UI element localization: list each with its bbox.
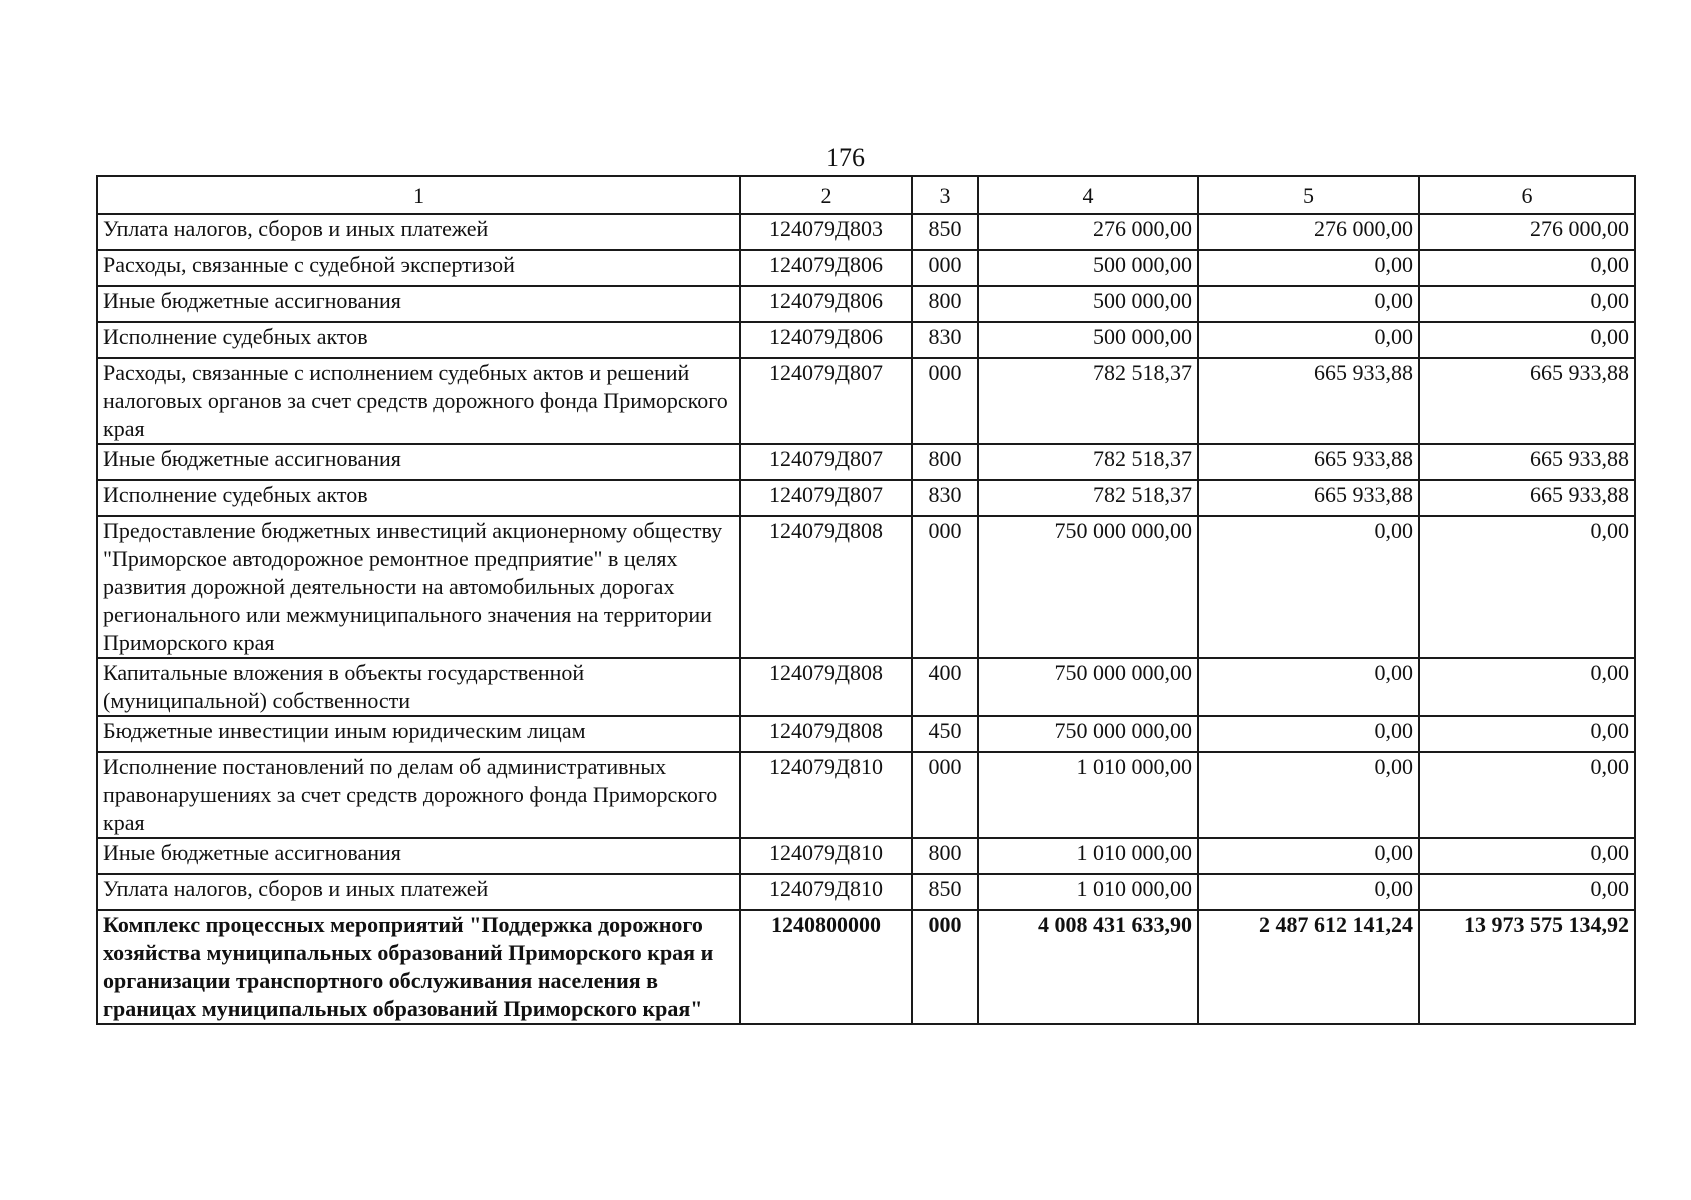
row-code-cell: 124079Д807 xyxy=(740,358,912,444)
row-amount-col6: 0,00 xyxy=(1419,874,1635,910)
table-row xyxy=(97,214,1635,250)
row-amount-col5: 0,00 xyxy=(1198,658,1419,716)
row-amount-col4: 500 000,00 xyxy=(978,286,1198,322)
row-amount-col5: 665 933,88 xyxy=(1198,444,1419,480)
table-row xyxy=(97,250,1635,286)
row-amount-col4: 4 008 431 633,90 xyxy=(978,910,1198,1024)
table-row xyxy=(97,286,1635,322)
row-amount-col6: 0,00 xyxy=(1419,752,1635,838)
row-kind-cell: 850 xyxy=(912,214,978,250)
row-kind-cell: 800 xyxy=(912,444,978,480)
row-amount-col4: 782 518,37 xyxy=(978,480,1198,516)
budget-table xyxy=(96,175,1636,1025)
row-amount-col5: 0,00 xyxy=(1198,516,1419,658)
header-row xyxy=(97,176,1635,214)
page-number: 176 xyxy=(826,143,865,172)
row-amount-col6: 0,00 xyxy=(1419,658,1635,716)
row-kind-cell: 000 xyxy=(912,250,978,286)
row-amount-col4: 500 000,00 xyxy=(978,322,1198,358)
row-kind-cell: 450 xyxy=(912,716,978,752)
row-code-cell: 124079Д803 xyxy=(740,214,912,250)
row-code-cell: 124079Д808 xyxy=(740,658,912,716)
row-amount-col6: 13 973 575 134,92 xyxy=(1419,910,1635,1024)
table-row xyxy=(97,658,1635,716)
row-code-cell: 124079Д807 xyxy=(740,444,912,480)
column-header-3: 3 xyxy=(912,176,978,214)
row-name-cell: Уплата налогов, сборов и иных платежей xyxy=(97,214,740,250)
table-body xyxy=(97,214,1635,1024)
table-header xyxy=(97,176,1635,214)
row-kind-cell: 000 xyxy=(912,358,978,444)
table-row xyxy=(97,358,1635,444)
row-amount-col6: 665 933,88 xyxy=(1419,480,1635,516)
row-amount-col5: 0,00 xyxy=(1198,874,1419,910)
row-code-cell: 124079Д808 xyxy=(740,516,912,658)
row-amount-col4: 750 000 000,00 xyxy=(978,658,1198,716)
row-name-cell: Комплекс процессных мероприятий "Поддержка дорожного хозяйства муниципальных образований Приморского края и организации транспортного обслуживания населения в границах муниципальных образований Приморского края" xyxy=(97,910,740,1024)
row-kind-cell: 830 xyxy=(912,480,978,516)
row-amount-col4: 750 000 000,00 xyxy=(978,716,1198,752)
row-code-cell: 124079Д807 xyxy=(740,480,912,516)
table-row xyxy=(97,716,1635,752)
row-name-cell: Расходы, связанные с исполнением судебных актов и решений налоговых органов за счет средств дорожного фонда Приморского края xyxy=(97,358,740,444)
table-row xyxy=(97,322,1635,358)
row-amount-col5: 665 933,88 xyxy=(1198,480,1419,516)
row-kind-cell: 000 xyxy=(912,516,978,658)
row-amount-col5: 0,00 xyxy=(1198,752,1419,838)
row-code-cell: 124079Д810 xyxy=(740,874,912,910)
row-amount-col4: 276 000,00 xyxy=(978,214,1198,250)
row-name-cell: Исполнение судебных актов xyxy=(97,480,740,516)
row-amount-col4: 782 518,37 xyxy=(978,358,1198,444)
row-code-cell: 124079Д810 xyxy=(740,752,912,838)
row-name-cell: Исполнение постановлений по делам об административных правонарушениях за счет средств дорожного фонда Приморского края xyxy=(97,752,740,838)
table-row xyxy=(97,752,1635,838)
row-amount-col5: 0,00 xyxy=(1198,716,1419,752)
row-name-cell: Уплата налогов, сборов и иных платежей xyxy=(97,874,740,910)
row-amount-col4: 750 000 000,00 xyxy=(978,516,1198,658)
table-row xyxy=(97,480,1635,516)
row-name-cell: Расходы, связанные с судебной экспертизой xyxy=(97,250,740,286)
row-amount-col6: 0,00 xyxy=(1419,286,1635,322)
row-amount-col5: 276 000,00 xyxy=(1198,214,1419,250)
row-code-cell: 124079Д806 xyxy=(740,250,912,286)
row-amount-col5: 0,00 xyxy=(1198,286,1419,322)
row-amount-col5: 0,00 xyxy=(1198,250,1419,286)
row-name-cell: Иные бюджетные ассигнования xyxy=(97,838,740,874)
row-kind-cell: 800 xyxy=(912,838,978,874)
column-header-5: 5 xyxy=(1198,176,1419,214)
row-kind-cell: 000 xyxy=(912,752,978,838)
column-header-2: 2 xyxy=(740,176,912,214)
row-amount-col4: 1 010 000,00 xyxy=(978,838,1198,874)
row-code-cell: 124079Д808 xyxy=(740,716,912,752)
table-row xyxy=(97,874,1635,910)
row-amount-col6: 0,00 xyxy=(1419,716,1635,752)
row-kind-cell: 000 xyxy=(912,910,978,1024)
column-header-1: 1 xyxy=(97,176,740,214)
row-name-cell: Иные бюджетные ассигнования xyxy=(97,286,740,322)
column-header-4: 4 xyxy=(978,176,1198,214)
row-amount-col5: 2 487 612 141,24 xyxy=(1198,910,1419,1024)
row-amount-col4: 1 010 000,00 xyxy=(978,752,1198,838)
row-amount-col6: 0,00 xyxy=(1419,322,1635,358)
row-amount-col6: 0,00 xyxy=(1419,250,1635,286)
row-amount-col6: 665 933,88 xyxy=(1419,358,1635,444)
row-name-cell: Бюджетные инвестиции иным юридическим лицам xyxy=(97,716,740,752)
row-code-cell: 124079Д806 xyxy=(740,322,912,358)
row-amount-col4: 1 010 000,00 xyxy=(978,874,1198,910)
table-row xyxy=(97,516,1635,658)
row-code-cell: 124079Д806 xyxy=(740,286,912,322)
row-amount-col6: 0,00 xyxy=(1419,516,1635,658)
row-amount-col6: 276 000,00 xyxy=(1419,214,1635,250)
row-name-cell: Предоставление бюджетных инвестиций акционерному обществу "Приморское автодорожное ремонтное предприятие" в целях развития дорожной деятельности на автомобильных дорогах регионального или межмуниципального значения на территории Приморского края xyxy=(97,516,740,658)
table-row xyxy=(97,838,1635,874)
row-amount-col5: 0,00 xyxy=(1198,322,1419,358)
table-row-total xyxy=(97,910,1635,1024)
row-code-cell: 1240800000 xyxy=(740,910,912,1024)
row-name-cell: Иные бюджетные ассигнования xyxy=(97,444,740,480)
row-kind-cell: 800 xyxy=(912,286,978,322)
row-amount-col4: 500 000,00 xyxy=(978,250,1198,286)
table-row xyxy=(97,444,1635,480)
row-amount-col5: 0,00 xyxy=(1198,838,1419,874)
row-kind-cell: 400 xyxy=(912,658,978,716)
row-amount-col6: 0,00 xyxy=(1419,838,1635,874)
row-kind-cell: 850 xyxy=(912,874,978,910)
row-amount-col6: 665 933,88 xyxy=(1419,444,1635,480)
column-header-6: 6 xyxy=(1419,176,1635,214)
row-code-cell: 124079Д810 xyxy=(740,838,912,874)
row-name-cell: Капитальные вложения в объекты государственной (муниципальной) собственности xyxy=(97,658,740,716)
row-name-cell: Исполнение судебных актов xyxy=(97,322,740,358)
row-amount-col4: 782 518,37 xyxy=(978,444,1198,480)
row-amount-col5: 665 933,88 xyxy=(1198,358,1419,444)
row-kind-cell: 830 xyxy=(912,322,978,358)
